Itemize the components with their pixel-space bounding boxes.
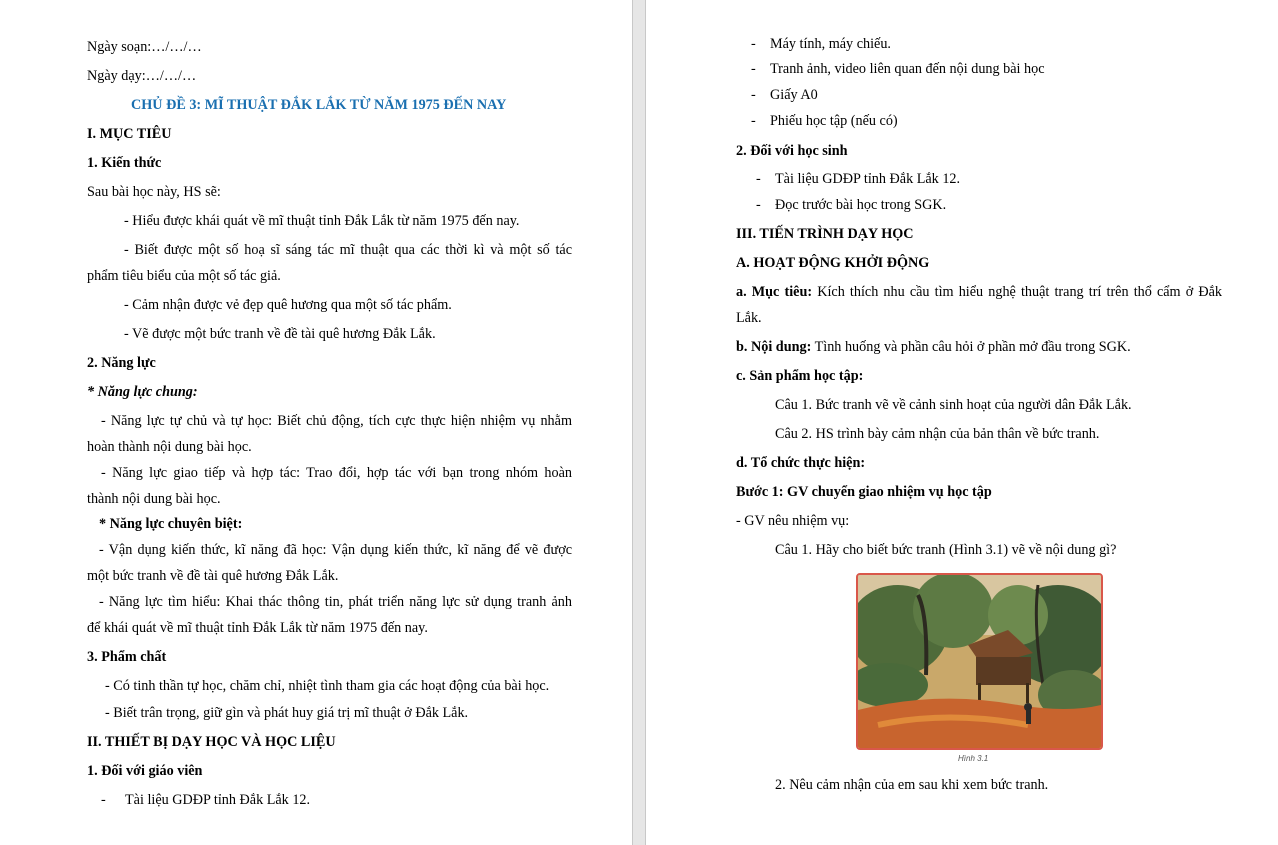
list-item-continued: hoàn thành nội dung bài học. [87,439,252,455]
heading-step-1: Bước 1: GV chuyển giao nhiệm vụ học tập [736,484,992,500]
list-item: - Năng lực tìm hiểu: Khai thác thông tin, phát triển năng lực sử dụng tranh ảnh [99,594,572,610]
paragraph-objective [736,283,1222,301]
list-item [756,170,960,188]
bullet-dash: - [101,792,106,808]
list-item: - Có tinh thần tự học, chăm chỉ, nhiệt tình tham gia các hoạt động của bài học. [105,678,550,694]
list-item-text: Đọc trước bài học trong SGK. [775,197,947,213]
section-teaching-process: III. TIẾN TRÌNH DẠY HỌC [736,226,914,242]
date-taught: Ngày dạy:…/…/… [87,68,197,84]
section-equipment: II. THIẾT BỊ DẠY HỌC VÀ HỌC LIỆU [87,734,336,750]
bullet-dash: - [756,171,761,187]
list-item [101,791,310,809]
list-item [751,60,1045,78]
label-content: b. Nội dung: [736,339,812,355]
paragraph: - GV nêu nhiệm vụ: [736,513,850,529]
list-item-text: Tranh ảnh, video liên quan đến nội dung bài học [770,61,1045,77]
list-item [751,35,891,53]
list-item-continued: phẩm tiêu biểu của một số tác giả. [87,268,281,284]
heading-for-teacher: 1. Đối với giáo viên [87,763,203,779]
label-objective: a. Mục tiêu: [736,284,813,300]
list-item-text: Giấy A0 [770,87,818,103]
list-item: - Vẽ được một bức tranh về đề tài quê hương Đắk Lắk. [124,326,436,342]
bullet-dash: - [751,36,756,52]
list-item [751,86,818,104]
list-item-continued: một bức tranh về đề tài quê hương Đắk Lắk. [87,568,339,584]
list-item: - Cảm nhận được vẻ đẹp quê hương qua một số tác phẩm. [124,297,452,313]
date-prepared: Ngày soạn:…/…/… [87,39,202,55]
section-objectives: I. MỤC TIÊU [87,126,172,142]
painting-image [856,573,1103,750]
section-warm-up: A. HOẠT ĐỘNG KHỞI ĐỘNG [736,255,930,271]
paragraph: Sau bài học này, HS sẽ: [87,184,221,200]
bullet-dash: - [751,87,756,103]
heading-qualities: 3. Phẩm chất [87,649,167,665]
heading-knowledge: 1. Kiến thức [87,155,162,171]
heading-organization: d. Tổ chức thực hiện: [736,455,866,471]
bullet-dash: - [756,197,761,213]
list-item-text: Máy tính, máy chiếu. [770,36,891,52]
list-item: Câu 2. HS trình bày cảm nhận của bản thân về bức tranh. [775,426,1100,442]
list-item: Câu 1. Bức tranh vẽ về cảnh sinh hoạt của người dân Đắk Lắk. [775,397,1132,413]
page-gutter [632,0,646,845]
list-item-continued: thành nội dung bài học. [87,491,221,507]
list-item-continued: để khái quát về mĩ thuật tỉnh Đắk Lắk từ năm 1975 đến nay. [87,620,428,636]
heading-competence: 2. Năng lực [87,355,156,371]
bullet-dash: - [751,61,756,77]
list-item-text: Phiếu học tập (nếu có) [770,113,898,129]
paragraph-content [736,338,1131,356]
question-2: 2. Nêu cảm nhận của em sau khi xem bức tranh. [775,777,1049,793]
question-1: Câu 1. Hãy cho biết bức tranh (Hình 3.1) vẽ về nội dung gì? [775,542,1117,558]
content-text: Tình huống và phần câu hỏi ở phần mở đầu trong SGK. [811,339,1131,355]
heading-product: c. Sản phẩm học tập: [736,368,864,384]
list-item: - Vận dụng kiến thức, kĩ năng đã học: Vận dụng kiến thức, kĩ năng để vẽ được [99,542,572,558]
subheading-general-competence: * Năng lực chung: [87,384,198,400]
lesson-title: CHỦ ĐỀ 3: MĨ THUẬT ĐẮK LẮK TỪ NĂM 1975 ĐẾN NAY [131,97,507,113]
list-item: - Biết được một số hoạ sĩ sáng tác mĩ thuật qua các thời kì và một số tác [124,242,572,258]
list-item-text: Tài liệu GDĐP tỉnh Đắk Lắk 12. [125,792,311,808]
list-item: - Hiểu được khái quát về mĩ thuật tỉnh Đắk Lắk từ năm 1975 đến nay. [124,213,520,229]
list-item: - Năng lực tự chủ và tự học: Biết chủ động, tích cực thực hiện nhiệm vụ nhằm [101,413,572,429]
paragraph-continued: Lắk. [736,310,762,326]
list-item [751,112,898,130]
objective-text: Kích thích nhu cầu tìm hiểu nghệ thuật trang trí trên thổ cẩm ở Đắk [812,284,1222,300]
list-item: - Biết trân trọng, giữ gìn và phát huy giá trị mĩ thuật ở Đắk Lắk. [105,705,469,721]
list-item [756,196,946,214]
subheading-specific-competence: * Năng lực chuyên biệt: [99,516,243,532]
list-item: - Năng lực giao tiếp và hợp tác: Trao đổi, hợp tác với bạn trong nhóm hoàn [101,465,572,481]
heading-for-students: 2. Đối với học sinh [736,143,848,159]
bullet-dash: - [751,113,756,129]
list-item-text: Tài liệu GDĐP tỉnh Đắk Lắk 12. [775,171,961,187]
figure-caption: Hình 3.1 [958,754,989,763]
